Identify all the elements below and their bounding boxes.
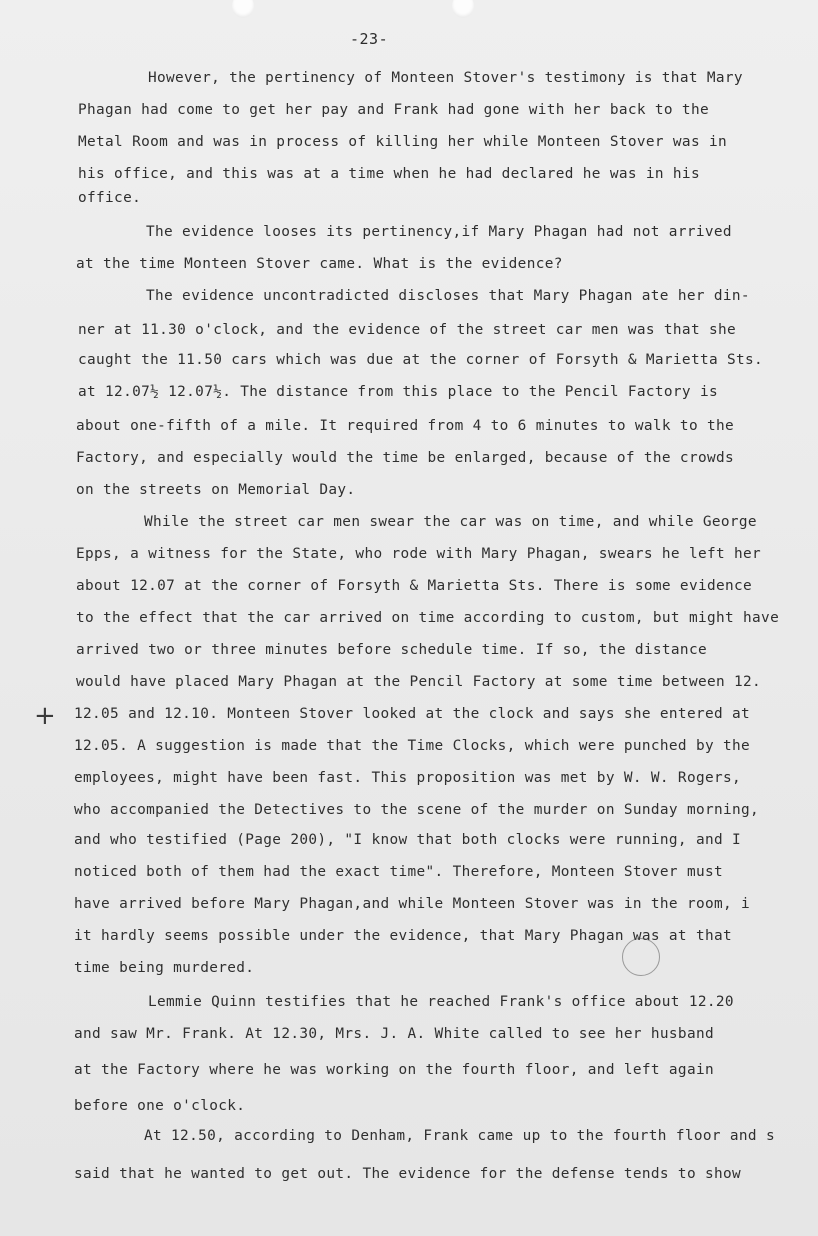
text-line: Lemmie Quinn testifies that he reached Frank's office about 12.20 (148, 994, 734, 1010)
text-line: and saw Mr. Frank. At 12.30, Mrs. J. A. White called to see her husband (74, 1026, 714, 1042)
text-line: and who testified (Page 200), "I know that both clocks were running, and I (74, 832, 742, 848)
text-line: would have placed Mary Phagan at the Pencil Factory at some time between 12. (76, 674, 762, 690)
text-line: At 12.50, according to Denham, Frank came up to the fourth floor and s (144, 1128, 775, 1144)
text-line: at the Factory where he was working on the fourth floor, and left again (74, 1062, 714, 1078)
text-line: about 12.07 at the corner of Forsyth & Marietta Sts. There is some evidence (76, 578, 753, 594)
text-line: Metal Room and was in process of killing her while Monteen Stover was in (78, 134, 727, 150)
punch-hole (232, 0, 254, 18)
text-line: caught the 11.50 cars which was due at the corner of Forsyth & Marietta Sts. (78, 352, 764, 368)
punch-hole (452, 0, 474, 18)
text-line: at the time Monteen Stover came. What is the evidence? (76, 256, 563, 272)
text-line: noticed both of them had the exact time". Therefore, Monteen Stover must (74, 864, 723, 880)
text-line: about one-fifth of a mile. It required from 4 to 6 minutes to walk to the (76, 418, 735, 434)
text-line: Phagan had come to get her pay and Frank had gone with her back to the (78, 102, 709, 118)
ink-stamp (622, 938, 660, 976)
text-line: Epps, a witness for the State, who rode with Mary Phagan, swears he left her (76, 546, 762, 562)
text-line: at 12.07½ 12.07½. The distance from this place to the Pencil Factory is (78, 384, 718, 400)
text-line: employees, might have been fast. This proposition was met by W. W. Rogers, (74, 770, 742, 786)
margin-plus-mark: + (34, 701, 56, 731)
text-line: his office, and this was at a time when he had declared he was in his (78, 166, 700, 182)
text-line: said that he wanted to get out. The evidence for the defense tends to show (74, 1166, 742, 1182)
text-line: on the streets on Memorial Day. (76, 482, 356, 498)
page-number: -23- (350, 30, 389, 48)
text-line: The evidence uncontradicted discloses that Mary Phagan ate her din- (146, 288, 750, 304)
text-line: it hardly seems possible under the evidence, that Mary Phagan was at that (74, 928, 733, 944)
text-line: Factory, and especially would the time be enlarged, because of the crowds (76, 450, 735, 466)
text-line: office. (78, 190, 142, 206)
text-line: arrived two or three minutes before schedule time. If so, the distance (76, 642, 707, 658)
text-line: The evidence looses its pertinency,if Mary Phagan had not arrived (146, 224, 732, 240)
text-line: ner at 11.30 o'clock, and the evidence of the street car men was that she (78, 322, 737, 338)
text-line: time being murdered. (74, 960, 255, 976)
text-line: who accompanied the Detectives to the scene of the murder on Sunday morning, (74, 802, 760, 818)
text-line: 12.05 and 12.10. Monteen Stover looked at the clock and says she entered at (74, 706, 751, 722)
text-line: to the effect that the car arrived on time according to custom, but might have (76, 610, 780, 626)
text-line: 12.05. A suggestion is made that the Time Clocks, which were punched by the (74, 738, 751, 754)
text-line: before one o'clock. (74, 1098, 246, 1114)
text-line: While the street car men swear the car was on time, and while George (144, 514, 757, 530)
text-line: However, the pertinency of Monteen Stover's testimony is that Mary (148, 70, 743, 86)
text-line: have arrived before Mary Phagan,and while Monteen Stover was in the room, i (74, 896, 751, 912)
